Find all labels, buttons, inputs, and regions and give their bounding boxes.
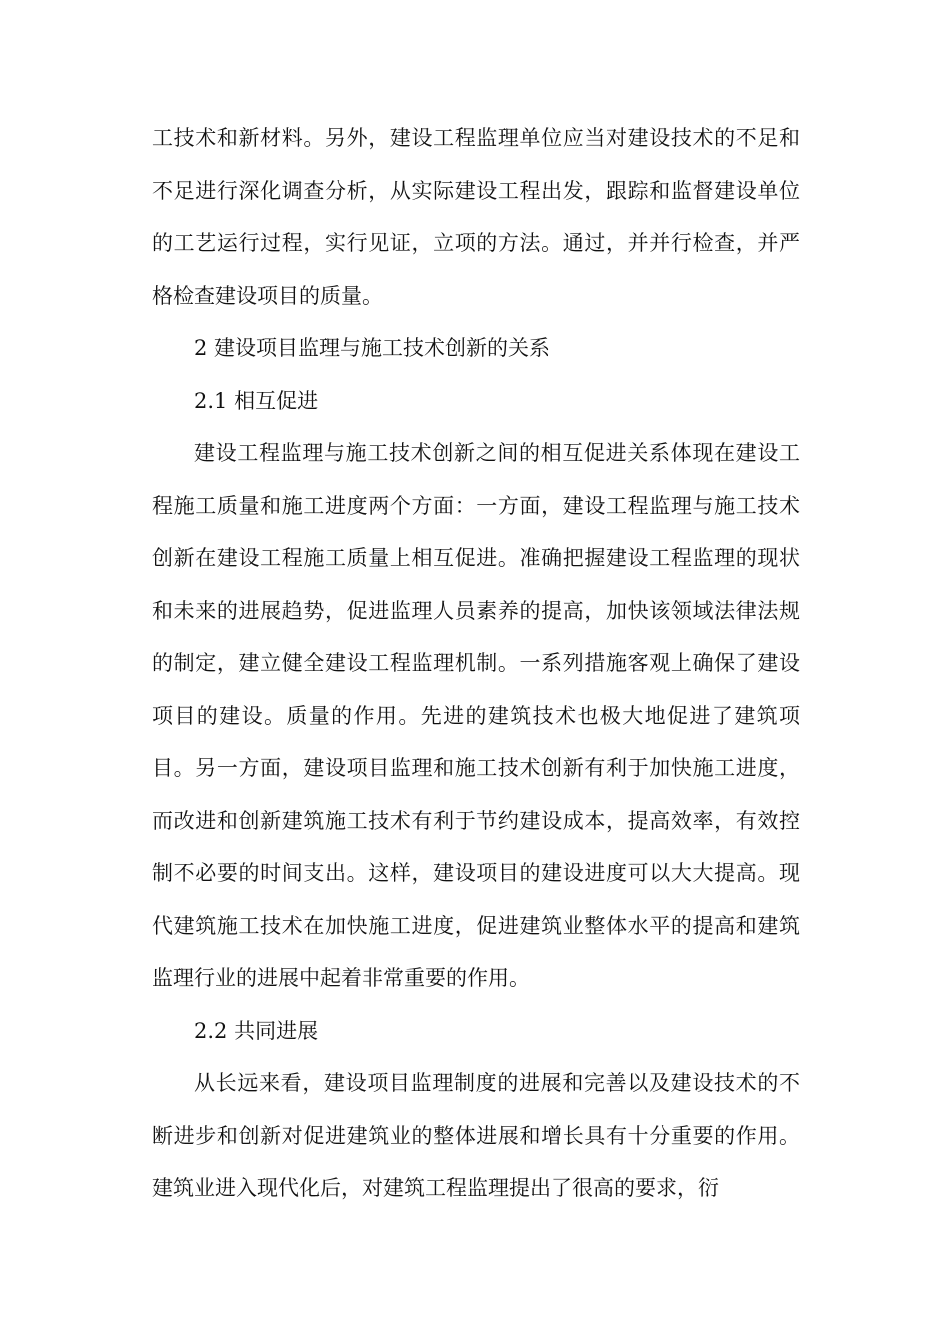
- body-paragraph: 从长远来看，建设项目监理制度的进展和完善以及建设技术的不断进步和创新对促进建筑业的整体进展和增长具有十分重要的作用。建筑业进入现代化后，对建筑工程监理提出了很高的要求，衍: [152, 1071, 800, 1200]
- document-body: [152, 112, 800, 1215]
- body-paragraph: 建设工程监理与施工技术创新之间的相互促进关系体现在建设工程施工质量和施工进度两个方面：一方面，建设工程监理与施工技术创新在建设工程施工质量上相互促进。准确把握建设工程监理的现状和未来的进展趋势，促进监理人员素养的提高，加快该领域法律法规的制定，建立健全建设工程监理机制。一系列措施客观上确保了建设项目的建设。质量的作用。先进的建筑技术也极大地促进了建筑项目。另一方面，建设项目监理和施工技术创新有利于加快施工进度，而改进和创新建筑施工技术有利于节约建设成本，提高效率，有效控制不必要的时间支出。这样，建设项目的建设进度可以大大提高。现代建筑施工技术在加快施工进度，促进建筑业整体水平的提高和建筑监理行业的进展中起着非常重要的作用。: [152, 441, 800, 990]
- subsection-heading: 2.1 相互促进: [194, 388, 319, 413]
- paragraph-continuation: 工技术和新材料。另外，建设工程监理单位应当对建设技术的不足和不足进行深化调查分析，从实际建设工程出发，跟踪和监督建设单位的工艺运行过程，实行见证，立项的方法。通过，并并行检查，并严格检查建设项目的质量。: [152, 126, 800, 308]
- subsection-heading: 2.2 共同进展: [194, 1018, 319, 1043]
- section-heading: 2 建设项目监理与施工技术创新的关系: [194, 336, 551, 360]
